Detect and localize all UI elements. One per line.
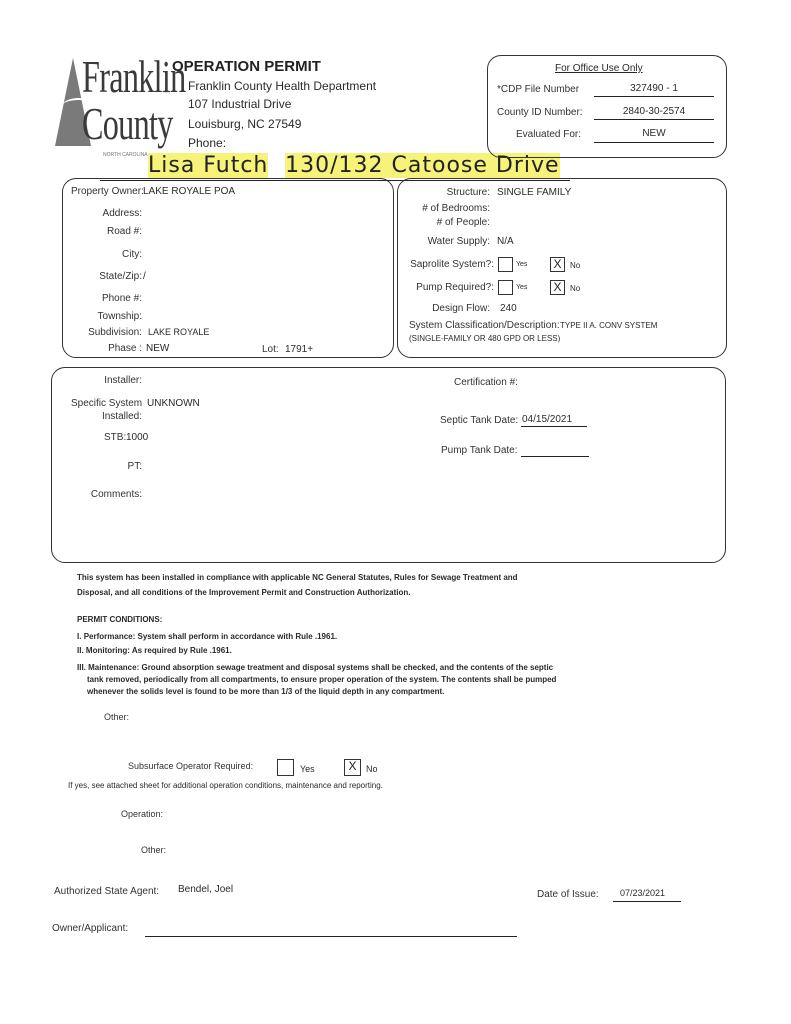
township-label: Township: <box>97 311 142 322</box>
design-flow-value[interactable]: 240 <box>500 303 517 314</box>
saprolite-yes-label: Yes <box>516 261 528 268</box>
operator-yes-label: Yes <box>300 764 315 774</box>
specific-system-label: Specific System <box>71 398 143 409</box>
structure-value[interactable]: SINGLE FAMILY <box>497 187 572 198</box>
operator-no-label: No <box>366 764 378 774</box>
comments-label: Comments: <box>90 489 142 500</box>
city-label: City: <box>122 249 142 260</box>
saprolite-no-checkbox[interactable]: X <box>550 257 565 272</box>
installer-label: Installer: <box>104 375 142 386</box>
condition-3-text-2: tank removed, periodically from all compartments, to ensure proper operation of the system. The contents shall be pumped <box>87 675 557 684</box>
compliance-text-1: This system has been installed in compliance with applicable NC General Statutes, Rules for Sewage Treatment and <box>77 573 518 582</box>
cdp-file-underline <box>594 96 714 97</box>
classification-value-2: (SINGLE-FAMILY OR 480 GPD OR LESS) <box>409 334 561 343</box>
septic-tank-date-value[interactable]: 04/15/2021 <box>522 414 573 425</box>
septic-tank-date-label: Septic Tank Date: <box>440 415 519 426</box>
condition-1-text: Performance: System shall perform in accordance with Rule .1961. <box>83 632 338 641</box>
operator-note: If yes, see attached sheet for additional operation conditions, maintenance and reporting. <box>68 781 383 790</box>
date-of-issue-label: Date of Issue: <box>537 889 599 900</box>
saprolite-no-label: No <box>570 261 581 270</box>
phase-value[interactable]: NEW <box>146 343 170 354</box>
department-name: Franklin County Health Department <box>188 79 377 93</box>
stb-label: STB: <box>104 432 127 443</box>
office-use-title: For Office Use Only <box>555 63 643 74</box>
date-of-issue-underline <box>613 901 681 902</box>
department-address-2: Louisburg, NC 27549 <box>188 117 302 131</box>
bedrooms-label: # of Bedrooms: <box>422 203 490 214</box>
permit-conditions-heading: PERMIT CONDITIONS: <box>77 615 163 624</box>
pump-tank-date-underline <box>521 456 589 457</box>
date-of-issue-value[interactable]: 07/23/2021 <box>620 888 666 898</box>
subdivision-label: Subdivision: <box>88 327 142 338</box>
property-owner-label: Property Owner: <box>71 186 144 197</box>
condition-2 <box>77 646 232 655</box>
condition-1-number: I. <box>77 632 82 641</box>
county-id-underline <box>594 119 714 120</box>
water-supply-label: Water Supply: <box>427 236 490 247</box>
water-supply-value[interactable]: N/A <box>497 236 514 247</box>
phase-label: Phase : <box>108 343 142 354</box>
subsurface-operator-label: Subsurface Operator Required: <box>128 761 254 771</box>
lot-value[interactable]: 1791+ <box>285 344 314 355</box>
conditions-other-label: Other: <box>104 712 130 722</box>
condition-2-number: II. <box>77 646 84 655</box>
specific-system-value[interactable]: UNKNOWN <box>147 398 200 409</box>
agent-value[interactable]: Bendel, Joel <box>178 884 234 895</box>
address-label: Address: <box>102 208 142 219</box>
design-flow-label: Design Flow: <box>432 303 490 314</box>
county-id-label: County ID Number: <box>497 107 583 118</box>
phone-label: Phone #: <box>101 293 142 304</box>
owner-applicant-label: Owner/Applicant: <box>52 923 129 934</box>
pump-no-label: No <box>570 284 581 293</box>
county-id-value[interactable]: 2840-30-2574 <box>622 106 686 117</box>
condition-3-number: III. <box>77 663 86 672</box>
installation-box <box>51 367 726 563</box>
septic-tank-date-underline <box>521 426 587 427</box>
people-label: # of People: <box>436 217 490 228</box>
classification-value[interactable]: TYPE II A. CONV SYSTEM <box>560 321 658 330</box>
pt-label: PT: <box>127 461 142 472</box>
operator-yes-checkbox[interactable] <box>277 759 294 776</box>
handwritten-address: 130/132 Catoose Drive <box>285 153 560 178</box>
logo-franklin: Franklin <box>82 51 186 102</box>
classification-label: System Classification/Description: <box>409 320 560 331</box>
condition-1 <box>77 632 337 641</box>
road-label: Road #: <box>106 226 142 237</box>
specific-system-installed-label: Installed: <box>101 411 142 422</box>
state-zip-label: State/Zip: <box>99 271 142 282</box>
department-address-1: 107 Industrial Drive <box>188 97 292 111</box>
agent-label: Authorized State Agent: <box>54 886 160 897</box>
lot-label: Lot: <box>262 344 279 355</box>
property-owner-value[interactable]: LAKE ROYALE POA <box>143 186 236 197</box>
certification-label: Certification #: <box>454 377 518 388</box>
operation-label: Operation: <box>121 809 164 819</box>
condition-2-text: Monitoring: As required by Rule .1961. <box>85 646 232 655</box>
pump-yes-checkbox[interactable] <box>498 280 513 295</box>
subdivision-value[interactable]: LAKE ROYALE <box>148 327 210 337</box>
department-phone-label: Phone: <box>188 136 227 150</box>
evaluated-for-label: Evaluated For: <box>516 129 582 140</box>
pump-no-checkbox[interactable]: X <box>550 280 565 295</box>
condition-3-text: Maintenance: Ground absorption sewage treatment and disposal systems shall be checked, and the contents of the septic <box>88 663 554 672</box>
cdp-file-value[interactable]: 327490 - 1 <box>630 83 678 94</box>
pump-tank-date-label: Pump Tank Date: <box>441 445 518 456</box>
logo-county: County <box>82 98 173 149</box>
page-title: OPERATION PERMIT <box>172 58 321 75</box>
handwritten-name: Lisa Futch <box>148 153 269 178</box>
logo-tagline: NORTH CAROLINA <box>103 152 148 158</box>
structure-label: Structure: <box>446 187 490 198</box>
evaluated-for-underline <box>594 142 714 143</box>
operator-other-label: Other: <box>141 845 167 855</box>
evaluated-for-value[interactable]: NEW <box>642 128 666 139</box>
compliance-text-2: Disposal, and all conditions of the Improvement Permit and Construction Authorization. <box>77 588 411 597</box>
saprolite-yes-checkbox[interactable] <box>498 257 513 272</box>
pump-required-label: Pump Required?: <box>416 282 494 293</box>
state-zip-value[interactable]: / <box>143 271 146 282</box>
stb-value[interactable]: 1000 <box>126 432 149 443</box>
condition-3-text-3: whenever the solids level is found to be more than 1/3 of the liquid depth in any compartment. <box>87 687 445 696</box>
saprolite-label: Saprolite System?: <box>410 259 494 270</box>
pump-yes-label: Yes <box>516 284 528 291</box>
condition-3 <box>77 663 553 672</box>
operator-no-checkbox[interactable]: X <box>344 759 361 776</box>
cdp-file-label: *CDP File Number <box>497 84 580 95</box>
owner-applicant-signature-line <box>145 936 517 937</box>
